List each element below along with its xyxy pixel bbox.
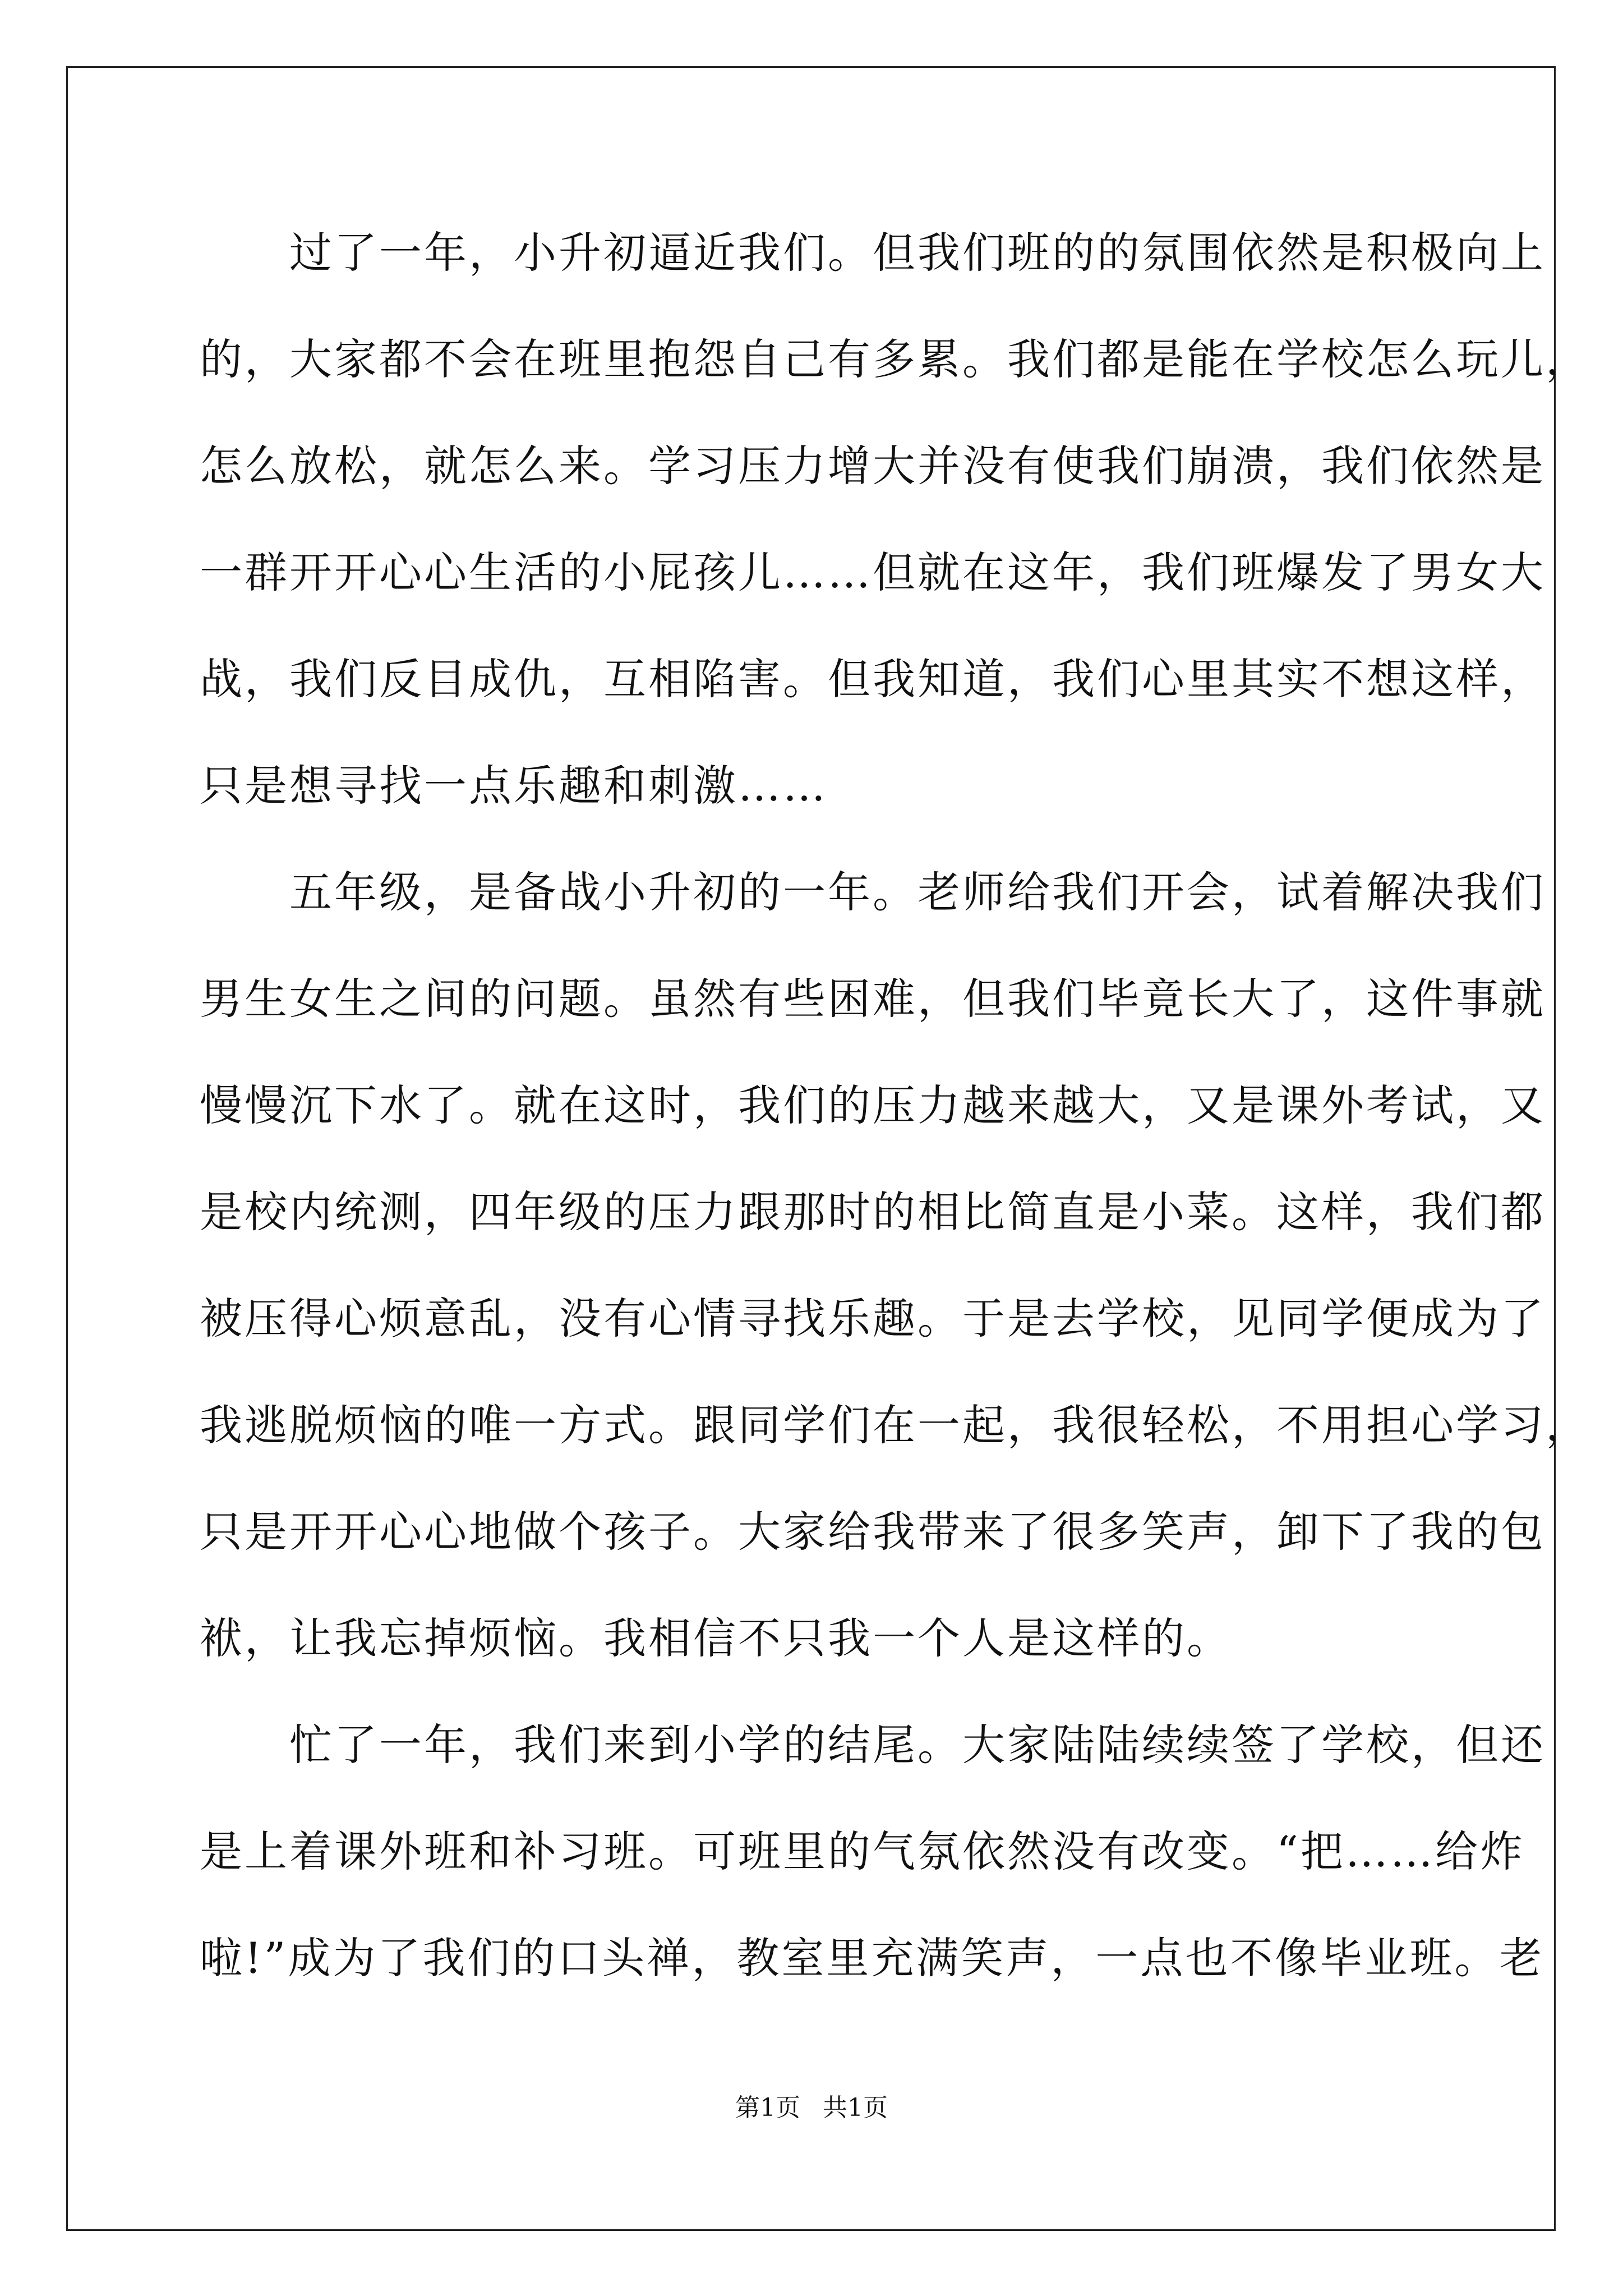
text-line-5: 战，我们反目成仇，互相陷害。但我知道，我们心里其实不想这样， <box>200 654 1546 704</box>
text-line-14: 袱，让我忘掉烦恼。我相信不只我一个人是这样的。 <box>200 1613 1232 1663</box>
text-line-7: 五年级，是备战小升初的一年。老师给我们开会，试着解决我们 <box>200 867 1546 917</box>
text-line-8: 男生女生之间的问题。虽然有些困难，但我们毕竟长大了，这件事就 <box>200 974 1546 1024</box>
text-line-6: 只是想寻找一点乐趣和刺激…… <box>200 761 828 811</box>
text-line-10: 是校内统测，四年级的压力跟那时的相比简直是小菜。这样，我们都 <box>200 1187 1546 1237</box>
text-line-15: 忙了一年，我们来到小学的结尾。大家陆陆续续签了学校，但还 <box>200 1720 1546 1770</box>
text-line-11: 被压得心烦意乱，没有心情寻找乐趣。于是去学校，见同学便成为了 <box>200 1294 1546 1343</box>
text-line-3: 怎么放松，就怎么来。学习压力增大并没有使我们崩溃，我们依然是 <box>200 441 1546 491</box>
text-line-4: 一群开开心心生活的小屁孩儿……但就在这年，我们班爆发了男女大 <box>200 547 1546 597</box>
text-line-12: 我逃脱烦恼的唯一方式。跟同学们在一起，我很轻松，不用担心学习， <box>200 1400 1590 1450</box>
document-body <box>200 211 1590 2023</box>
page-count: 共1页 <box>823 2093 888 2122</box>
text-line-2: 的，大家都不会在班里抱怨自己有多累。我们都是能在学校怎么玩儿， <box>200 334 1590 384</box>
page-number: 第1页 <box>735 2093 800 2122</box>
text-line-9: 慢慢沉下水了。就在这时，我们的压力越来越大，又是课外考试，又 <box>200 1080 1546 1130</box>
text-line-1: 过了一年，小升初逼近我们。但我们班的的氛围依然是积极向上 <box>200 228 1546 278</box>
text-line-17: 啦!”成为了我们的口头禅，教室里充满笑声，一点也不像毕业班。老 <box>200 1933 1544 1983</box>
page-footer <box>0 2091 1623 2125</box>
text-line-16: 是上着课外班和补习班。可班里的气氛依然没有改变。“把……给炸 <box>200 1826 1525 1876</box>
text-line-13: 只是开开心心地做个孩子。大家给我带来了很多笑声，卸下了我的包 <box>200 1507 1546 1557</box>
